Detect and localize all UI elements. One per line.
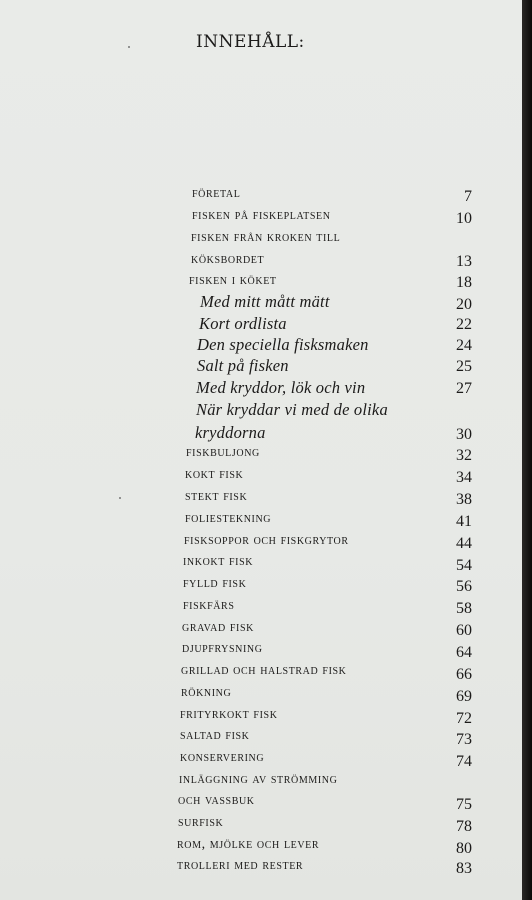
toc-entry-title: gravad fisk bbox=[182, 620, 254, 635]
toc-entry-title: inläggning av strömming bbox=[179, 772, 338, 787]
toc-entry-title: fiskbuljong bbox=[186, 445, 260, 460]
toc-page-number: 66 bbox=[456, 666, 472, 683]
toc-entry-title: Salt på fisken bbox=[197, 356, 289, 375]
toc-entry-title: foliestekning bbox=[185, 511, 272, 526]
toc-page-number: 22 bbox=[456, 316, 472, 333]
toc-entry-title: kokt fisk bbox=[185, 467, 244, 482]
page-title: INNEHÅLL: bbox=[196, 32, 305, 52]
toc-page-number: 69 bbox=[456, 688, 472, 705]
toc-entry-title: frityrkokt fisk bbox=[180, 707, 278, 722]
toc-page-number: 60 bbox=[456, 622, 472, 639]
toc-entry-title: fiskfärs bbox=[183, 598, 235, 613]
toc-entry-title: och vassbuk bbox=[178, 793, 255, 808]
toc-entry-title: När kryddar vi med de olika bbox=[196, 400, 388, 419]
toc-entry-title: Kort ordlista bbox=[199, 314, 287, 333]
toc-page-number: 7 bbox=[464, 188, 472, 205]
toc-entry-title: surfisk bbox=[178, 815, 224, 830]
toc-page-number: 30 bbox=[456, 426, 472, 443]
toc-page-number: 32 bbox=[456, 447, 472, 464]
toc-page-number: 24 bbox=[456, 337, 472, 354]
toc-page-number: 58 bbox=[456, 600, 472, 617]
page-edge-shadow bbox=[522, 0, 532, 900]
toc-entry-title: inkokt fisk bbox=[183, 554, 254, 569]
toc-entry-title: rom, mjölke och lever bbox=[177, 837, 320, 852]
toc-page-number: 13 bbox=[456, 253, 472, 270]
toc-page-number: 72 bbox=[456, 710, 472, 727]
toc-entry-title: fisken på fiskeplatsen bbox=[192, 208, 331, 223]
toc-entry-title: Med mitt mått mätt bbox=[200, 292, 330, 311]
toc-page-number: 75 bbox=[456, 796, 472, 813]
toc-page-number: 83 bbox=[456, 860, 472, 877]
toc-entry-title: trolleri med rester bbox=[177, 858, 304, 873]
toc-page-number: 74 bbox=[456, 753, 472, 770]
toc-entry-title: rökning bbox=[181, 685, 232, 700]
toc-entry-title: Med kryddor, lök och vin bbox=[196, 378, 366, 397]
toc-page-number: 34 bbox=[456, 469, 472, 486]
toc-entry-title: djupfrysning bbox=[182, 641, 263, 656]
toc-entry-title: fisksoppor och fiskgrytor bbox=[184, 533, 349, 548]
toc-entry-title: Den speciella fisksmaken bbox=[197, 335, 369, 354]
toc-page-number: 64 bbox=[456, 644, 472, 661]
toc-page-number: 20 bbox=[456, 296, 472, 313]
toc-entry-title: köksbordet bbox=[191, 252, 265, 267]
toc-entry-title: konservering bbox=[180, 750, 265, 765]
toc-entry-title: fisken från kroken till bbox=[191, 230, 341, 245]
toc-entry-title: företal bbox=[192, 186, 241, 201]
toc-page-number: 80 bbox=[456, 840, 472, 857]
toc-entry-title: stekt fisk bbox=[185, 489, 248, 504]
toc-entry-title: fylld fisk bbox=[183, 576, 247, 591]
toc-page-number: 41 bbox=[456, 513, 472, 530]
toc-page-number: 56 bbox=[456, 578, 472, 595]
toc-page-number: 54 bbox=[456, 557, 472, 574]
toc-entry-title: kryddorna bbox=[195, 423, 266, 442]
toc-page-number: 25 bbox=[456, 358, 472, 375]
toc-entry-title: saltad fisk bbox=[180, 728, 250, 743]
toc-entry-title: grillad och halstrad fisk bbox=[181, 663, 347, 678]
toc-page-number: 38 bbox=[456, 491, 472, 508]
toc-page-number: 18 bbox=[456, 274, 472, 291]
toc-page-number: 78 bbox=[456, 818, 472, 835]
toc-page-number: 73 bbox=[456, 731, 472, 748]
toc-entry-title: fisken i köket bbox=[189, 273, 277, 288]
toc-page-number: 27 bbox=[456, 380, 472, 397]
toc-page-number: 44 bbox=[456, 535, 472, 552]
toc-page-number: 10 bbox=[456, 210, 472, 227]
